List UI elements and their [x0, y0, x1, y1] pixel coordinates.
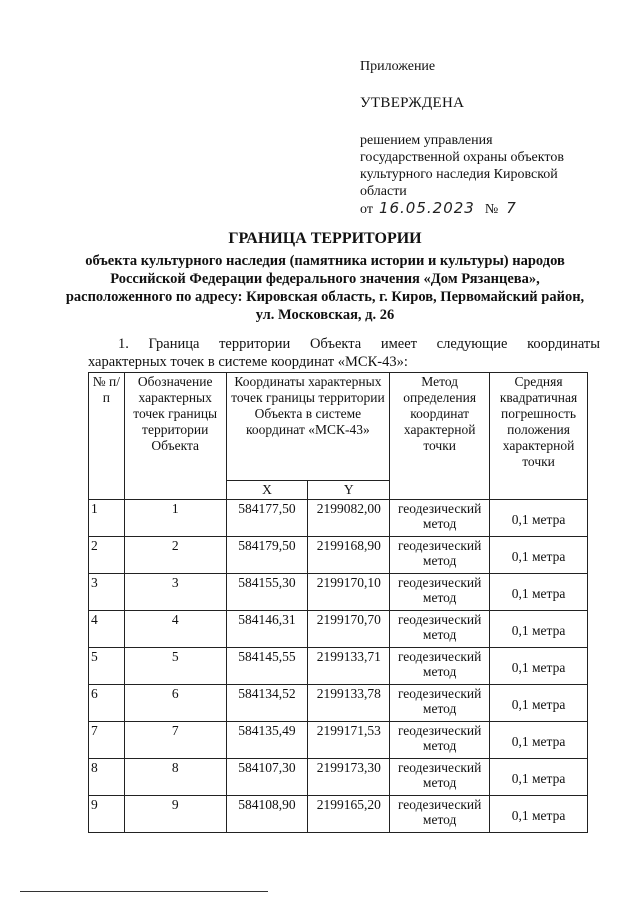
table-row: [89, 759, 588, 796]
accuracy-cell: 0,1 метра: [490, 648, 588, 685]
accuracy-cell: 0,1 метра: [490, 722, 588, 759]
footer-divider: [20, 891, 268, 892]
coord-x: 584146,31: [226, 611, 308, 648]
point-designation: 1: [124, 500, 226, 537]
decision-text: [360, 132, 610, 218]
point-designation: 6: [124, 685, 226, 722]
row-number: 3: [89, 574, 125, 611]
table-row: [89, 648, 588, 685]
row-number: 9: [89, 796, 125, 833]
point-designation: 7: [124, 722, 226, 759]
coord-y: 2199168,90: [308, 537, 390, 574]
method-cell: геодезический метод: [390, 796, 490, 833]
table-row: [89, 685, 588, 722]
coordinates-table: [88, 372, 588, 833]
header-y: Y: [308, 481, 390, 500]
coord-x: 584107,30: [226, 759, 308, 796]
intro-first-line: 1. Граница территории Объекта имеет следующие координаты: [118, 336, 600, 352]
coord-y: 2199133,71: [308, 648, 390, 685]
document-subtitle: объекта культурного наследия (памятника истории и культуры) народов Российской Федерации федерального значения «Дом Рязанцева», расположенного по адресу: Кировская область, г. Киров, Первомайский район, ул. Московская, д. 26: [65, 253, 585, 323]
point-designation: 5: [124, 648, 226, 685]
point-designation: 8: [124, 759, 226, 796]
table-row: [89, 574, 588, 611]
coord-x: 584177,50: [226, 500, 308, 537]
row-number: 8: [89, 759, 125, 796]
coord-y: 2199171,53: [308, 722, 390, 759]
accuracy-cell: 0,1 метра: [490, 574, 588, 611]
approval-block: [360, 58, 610, 218]
method-cell: геодезический метод: [390, 574, 490, 611]
row-number: 5: [89, 648, 125, 685]
table-row: [89, 796, 588, 833]
intro-paragraph: [88, 335, 600, 371]
coord-y: 2199173,30: [308, 759, 390, 796]
row-number: 1: [89, 500, 125, 537]
accuracy-cell: 0,1 метра: [490, 685, 588, 722]
header-coordinates: Координаты характерных точек границы территории Объекта в системе координат «МСК-43»: [226, 373, 390, 481]
accuracy-cell: 0,1 метра: [490, 537, 588, 574]
intro-rest: характерных точек в системе координат «МСК-43»:: [88, 354, 408, 370]
appendix-label: Приложение: [360, 59, 436, 74]
accuracy-cell: 0,1 метра: [490, 759, 588, 796]
method-cell: геодезический метод: [390, 648, 490, 685]
table-row: [89, 500, 588, 537]
accuracy-cell: 0,1 метра: [490, 611, 588, 648]
coord-x: 584135,49: [226, 722, 308, 759]
decision-line: области: [360, 184, 407, 199]
table-row: [89, 722, 588, 759]
table-row: [89, 537, 588, 574]
row-number: 7: [89, 722, 125, 759]
decision-line: решением управления: [360, 133, 493, 148]
coord-x: 584179,50: [226, 537, 308, 574]
method-cell: геодезический метод: [390, 722, 490, 759]
method-cell: геодезический метод: [390, 759, 490, 796]
handwritten-date: 16.05.2023: [378, 199, 475, 217]
approved-label: УТВЕРЖДЕНА: [360, 95, 465, 111]
coord-y: 2199082,00: [308, 500, 390, 537]
table-row: [89, 611, 588, 648]
decision-line: государственной охраны объектов: [360, 150, 564, 165]
coord-x: 584134,52: [226, 685, 308, 722]
coord-x: 584145,55: [226, 648, 308, 685]
point-designation: 2: [124, 537, 226, 574]
coord-y: 2199165,20: [308, 796, 390, 833]
handwritten-number: 7: [506, 199, 516, 217]
accuracy-cell: 0,1 метра: [490, 796, 588, 833]
decision-line: культурного наследия Кировской: [360, 167, 558, 182]
method-cell: геодезический метод: [390, 537, 490, 574]
point-designation: 9: [124, 796, 226, 833]
coord-x: 584108,90: [226, 796, 308, 833]
accuracy-cell: 0,1 метра: [490, 500, 588, 537]
row-number: 4: [89, 611, 125, 648]
coord-y: 2199170,10: [308, 574, 390, 611]
header-accuracy: Средняя квадратичная погрешность положения характерной точки: [490, 373, 588, 500]
point-designation: 3: [124, 574, 226, 611]
number-sign: №: [484, 202, 499, 217]
method-cell: геодезический метод: [390, 611, 490, 648]
row-number: 6: [89, 685, 125, 722]
method-cell: геодезический метод: [390, 685, 490, 722]
header-designation: Обозначение характерных точек границы территории Объекта: [124, 373, 226, 500]
point-designation: 4: [124, 611, 226, 648]
date-number-line: [360, 200, 610, 218]
document-title: ГРАНИЦА ТЕРРИТОРИИ: [228, 230, 422, 247]
coord-y: 2199170,70: [308, 611, 390, 648]
header-num: № п/п: [89, 373, 125, 500]
date-prefix: от: [360, 202, 373, 217]
row-number: 2: [89, 537, 125, 574]
header-method: Метод определения координат характерной точки: [390, 373, 490, 500]
method-cell: геодезический метод: [390, 500, 490, 537]
coord-x: 584155,30: [226, 574, 308, 611]
coord-y: 2199133,78: [308, 685, 390, 722]
header-x: X: [226, 481, 308, 500]
